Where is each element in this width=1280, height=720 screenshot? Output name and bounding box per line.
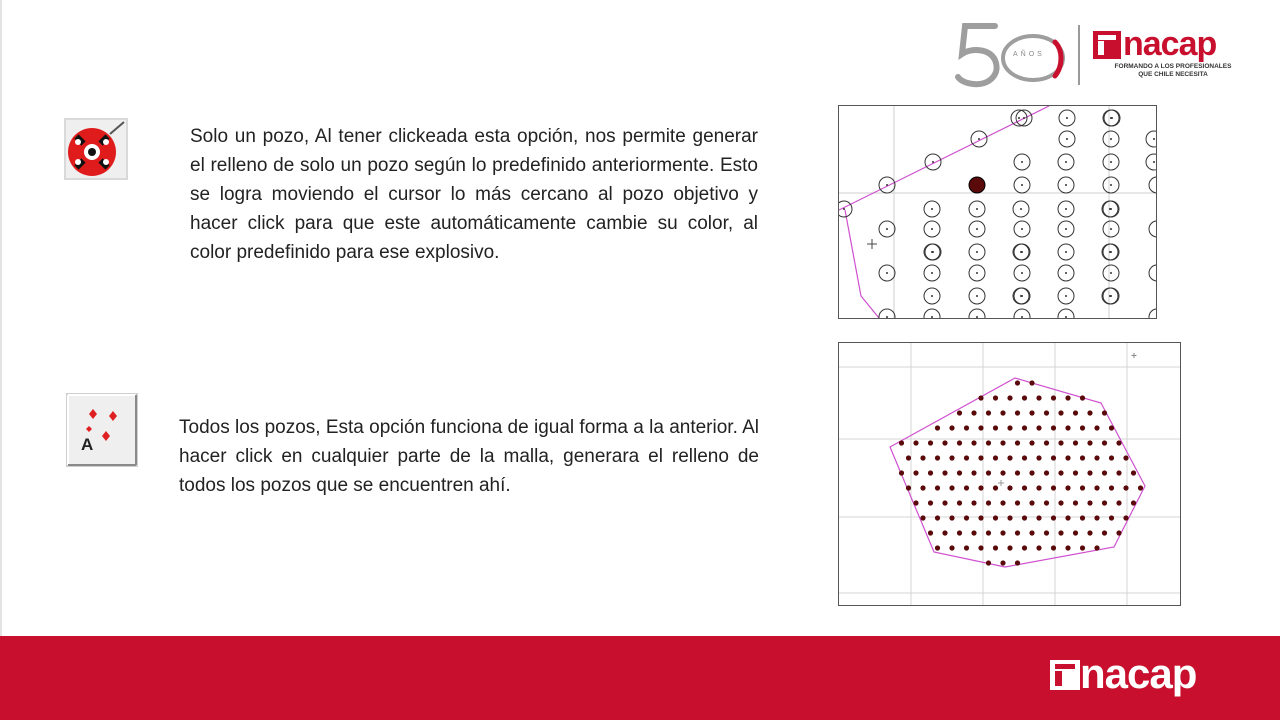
filled-well (1022, 455, 1027, 460)
filled-well (1029, 500, 1034, 505)
well-center (931, 316, 933, 318)
well-center (976, 272, 978, 274)
filled-well (971, 440, 976, 445)
filled-well (978, 545, 983, 550)
blast-well (1149, 309, 1156, 318)
well-center (931, 272, 933, 274)
filled-well (1094, 545, 1099, 550)
well-center (1021, 251, 1023, 253)
filled-well (1051, 485, 1056, 490)
well-center (1021, 228, 1023, 230)
filled-well (1015, 530, 1020, 535)
well-center (1153, 161, 1155, 163)
filled-well (1109, 425, 1114, 430)
filled-well (1029, 380, 1034, 385)
brand-tagline: FORMANDO A LOS PROFESIONALES QUE CHILE NECESITA (1114, 63, 1232, 78)
filled-well (928, 500, 933, 505)
well-center (1110, 295, 1112, 297)
left-edge-rule (0, 0, 2, 636)
footer-brand-mark-icon (1050, 660, 1080, 690)
filled-well (1087, 500, 1092, 505)
well-center (1065, 251, 1067, 253)
filled-well (1044, 470, 1049, 475)
filled-well (942, 470, 947, 475)
filled-well (1116, 470, 1121, 475)
filled-well (920, 455, 925, 460)
filled-well (1007, 395, 1012, 400)
filled-well (1015, 410, 1020, 415)
crosshair-cursor (998, 480, 1004, 486)
well-center (932, 251, 934, 253)
filled-well (1065, 395, 1070, 400)
filled-well (993, 485, 998, 490)
filled-well (1109, 515, 1114, 520)
well-center (1021, 161, 1023, 163)
filled-well (1102, 500, 1107, 505)
filled-well (906, 455, 911, 460)
boundary-line (839, 106, 1049, 210)
well-center (976, 295, 978, 297)
well-center (1066, 138, 1068, 140)
well-center (1110, 161, 1112, 163)
filled-well (1058, 530, 1063, 535)
well-center (1065, 316, 1067, 318)
footer-bar (0, 636, 1280, 720)
filled-well (1123, 515, 1128, 520)
filled-well (1102, 440, 1107, 445)
filled-well (1123, 455, 1128, 460)
filled-well (978, 515, 983, 520)
filled-well (969, 177, 985, 193)
filled-well (1007, 545, 1012, 550)
filled-well (1029, 530, 1034, 535)
filled-well (913, 440, 918, 445)
filled-well (1138, 485, 1143, 490)
well-center (1065, 184, 1067, 186)
filled-well (1051, 425, 1056, 430)
filled-well (1131, 470, 1136, 475)
filled-well (964, 515, 969, 520)
filled-well (964, 455, 969, 460)
filled-well (949, 455, 954, 460)
filled-well (978, 425, 983, 430)
filled-well (1036, 545, 1041, 550)
logo-divider (1078, 25, 1080, 85)
filled-well (1080, 545, 1085, 550)
filled-well (1022, 545, 1027, 550)
well-center (1065, 228, 1067, 230)
filled-well (993, 455, 998, 460)
well-center (1023, 117, 1025, 119)
filled-well (1102, 530, 1107, 535)
filled-well (1094, 515, 1099, 520)
filled-well (993, 515, 998, 520)
well-center (886, 228, 888, 230)
filled-well (1044, 410, 1049, 415)
filled-well (1051, 395, 1056, 400)
filled-well (957, 500, 962, 505)
single-well-icon (64, 118, 128, 180)
filled-well (1087, 440, 1092, 445)
filled-well (1044, 500, 1049, 505)
filled-well (920, 485, 925, 490)
brand-mark-icon (1093, 31, 1121, 59)
filled-well (1073, 440, 1078, 445)
well-center (931, 295, 933, 297)
single-well-example-image (838, 105, 1157, 319)
anniversary-label: AÑOS (1013, 51, 1045, 58)
filled-well (1036, 515, 1041, 520)
well-center (931, 228, 933, 230)
well-center (1065, 272, 1067, 274)
filled-well (935, 455, 940, 460)
well-center (976, 208, 978, 210)
well-center (976, 251, 978, 253)
filled-well (1080, 395, 1085, 400)
filled-well (978, 485, 983, 490)
filled-well (1058, 500, 1063, 505)
filled-well (935, 485, 940, 490)
filled-well (949, 485, 954, 490)
well-center (1021, 295, 1023, 297)
filled-well (1036, 485, 1041, 490)
filled-well (1044, 530, 1049, 535)
well-center (1110, 138, 1112, 140)
well-center (1021, 316, 1023, 318)
filled-well (1102, 470, 1107, 475)
filled-well (1065, 425, 1070, 430)
single-well-button[interactable] (64, 118, 128, 180)
all-wells-description: Todos los pozos, Esta opción funciona de igual forma a la anterior. Al hacer click en cualquier parte de la malla, generara el relleno de todos los pozos que se encuentren ahí. (179, 417, 759, 496)
blast-well (1149, 265, 1156, 281)
filled-well (971, 410, 976, 415)
filled-well (899, 470, 904, 475)
filled-well (942, 530, 947, 535)
well-center (1018, 117, 1020, 119)
filled-well (1058, 470, 1063, 475)
filled-well (1015, 440, 1020, 445)
filled-well (928, 440, 933, 445)
filled-well (1051, 455, 1056, 460)
filled-well (928, 530, 933, 535)
filled-well (906, 485, 911, 490)
well-center (931, 208, 933, 210)
filled-well (978, 395, 983, 400)
filled-well (1022, 485, 1027, 490)
crosshair-cursor (1132, 353, 1137, 358)
filled-well (935, 545, 940, 550)
filled-well (1015, 560, 1020, 565)
crosshair-cursor (867, 239, 877, 249)
filled-well (986, 560, 991, 565)
well-center (1065, 208, 1067, 210)
filled-well (949, 515, 954, 520)
filled-well (1022, 515, 1027, 520)
filled-well (1073, 500, 1078, 505)
filled-well (1094, 425, 1099, 430)
filled-well (986, 470, 991, 475)
filled-well (993, 395, 998, 400)
filled-well (1000, 530, 1005, 535)
single-well-description: Solo un pozo, Al tener clickeada esta opción, nos permite generar el relleno de solo un pozo según lo predefinido anteriormente. Esto se logra moviendo el cursor lo más cercano al pozo objetivo y hacer click para que este automáticamente cambie su color, al color predefinido para ese explosivo. (190, 126, 758, 263)
filled-well (1087, 410, 1092, 415)
filled-well (1000, 440, 1005, 445)
filled-well (1007, 485, 1012, 490)
well-center (1110, 208, 1112, 210)
well-center (1021, 184, 1023, 186)
filled-well (1065, 515, 1070, 520)
filled-well (1015, 500, 1020, 505)
filled-well (1080, 485, 1085, 490)
filled-well (1029, 440, 1034, 445)
well-center (976, 316, 978, 318)
blast-well (1149, 177, 1156, 193)
filled-well (1058, 410, 1063, 415)
filled-well (1000, 470, 1005, 475)
filled-well (942, 440, 947, 445)
filled-well (1080, 515, 1085, 520)
filled-well (1029, 470, 1034, 475)
filled-well (1022, 425, 1027, 430)
filled-well (1065, 455, 1070, 460)
well-center (1110, 272, 1112, 274)
filled-well (957, 440, 962, 445)
filled-well (1087, 530, 1092, 535)
filled-well (913, 470, 918, 475)
filled-well (1073, 530, 1078, 535)
filled-well (993, 425, 998, 430)
filled-well (993, 545, 998, 550)
filled-well (1036, 425, 1041, 430)
well-center (886, 184, 888, 186)
filled-well (942, 500, 947, 505)
filled-well (1044, 440, 1049, 445)
boundary-line (845, 210, 879, 318)
well-center (1110, 251, 1112, 253)
filled-well (1109, 455, 1114, 460)
filled-well (1036, 395, 1041, 400)
footer-brand-logo (1050, 650, 1250, 698)
well-center (886, 316, 888, 318)
filled-well (957, 530, 962, 535)
all-wells-button[interactable] (66, 393, 138, 467)
filled-well (964, 485, 969, 490)
filled-well (1058, 440, 1063, 445)
filled-well (1109, 485, 1114, 490)
header-logo (955, 20, 1255, 92)
filled-well (1007, 455, 1012, 460)
blast-well (1149, 221, 1156, 237)
filled-well (1007, 425, 1012, 430)
filled-well (957, 470, 962, 475)
filled-well (949, 425, 954, 430)
filled-well (1022, 395, 1027, 400)
filled-well (1094, 455, 1099, 460)
well-center (1066, 117, 1068, 119)
well-center (1110, 117, 1112, 119)
filled-well (986, 440, 991, 445)
filled-well (928, 470, 933, 475)
filled-well (964, 545, 969, 550)
filled-well (1131, 500, 1136, 505)
filled-well (1000, 560, 1005, 565)
filled-well (1051, 515, 1056, 520)
filled-well (986, 500, 991, 505)
filled-well (971, 530, 976, 535)
filled-well (949, 545, 954, 550)
filled-well (1080, 425, 1085, 430)
filled-well (1080, 455, 1085, 460)
filled-well (1000, 410, 1005, 415)
filled-well (1000, 500, 1005, 505)
filled-well (1094, 485, 1099, 490)
filled-well (1015, 470, 1020, 475)
well-center (1110, 184, 1112, 186)
well-center (932, 161, 934, 163)
well-center (843, 208, 845, 210)
filled-well (1087, 470, 1092, 475)
well-center (1021, 272, 1023, 274)
filled-well (957, 410, 962, 415)
filled-well (1116, 530, 1121, 535)
well-center (1065, 295, 1067, 297)
well-center (1110, 228, 1112, 230)
all-wells-icon (66, 393, 138, 467)
filled-well (1051, 545, 1056, 550)
well-center (976, 228, 978, 230)
filled-well (964, 425, 969, 430)
svg-text:A: A (81, 435, 94, 454)
filled-well (1015, 380, 1020, 385)
filled-well (1073, 470, 1078, 475)
well-center (886, 272, 888, 274)
well-center (1153, 138, 1155, 140)
filled-well (1065, 485, 1070, 490)
filled-well (971, 470, 976, 475)
filled-well (935, 425, 940, 430)
footer-brand-name: nacap (1080, 650, 1197, 697)
filled-well (1029, 410, 1034, 415)
filled-well (1036, 455, 1041, 460)
well-center (978, 138, 980, 140)
filled-well (1065, 545, 1070, 550)
brand-name: nacap (1123, 25, 1217, 63)
filled-well (978, 455, 983, 460)
filled-well (1007, 515, 1012, 520)
filled-well (1116, 500, 1121, 505)
well-center (1020, 208, 1022, 210)
filled-well (920, 515, 925, 520)
filled-well (913, 500, 918, 505)
filled-well (1102, 410, 1107, 415)
all-wells-example-image (838, 342, 1181, 606)
filled-well (1123, 485, 1128, 490)
filled-well (899, 440, 904, 445)
filled-well (986, 530, 991, 535)
filled-well (986, 410, 991, 415)
filled-well (1116, 440, 1121, 445)
filled-well (971, 500, 976, 505)
filled-well (935, 515, 940, 520)
well-center (1065, 161, 1067, 163)
filled-well (1073, 410, 1078, 415)
